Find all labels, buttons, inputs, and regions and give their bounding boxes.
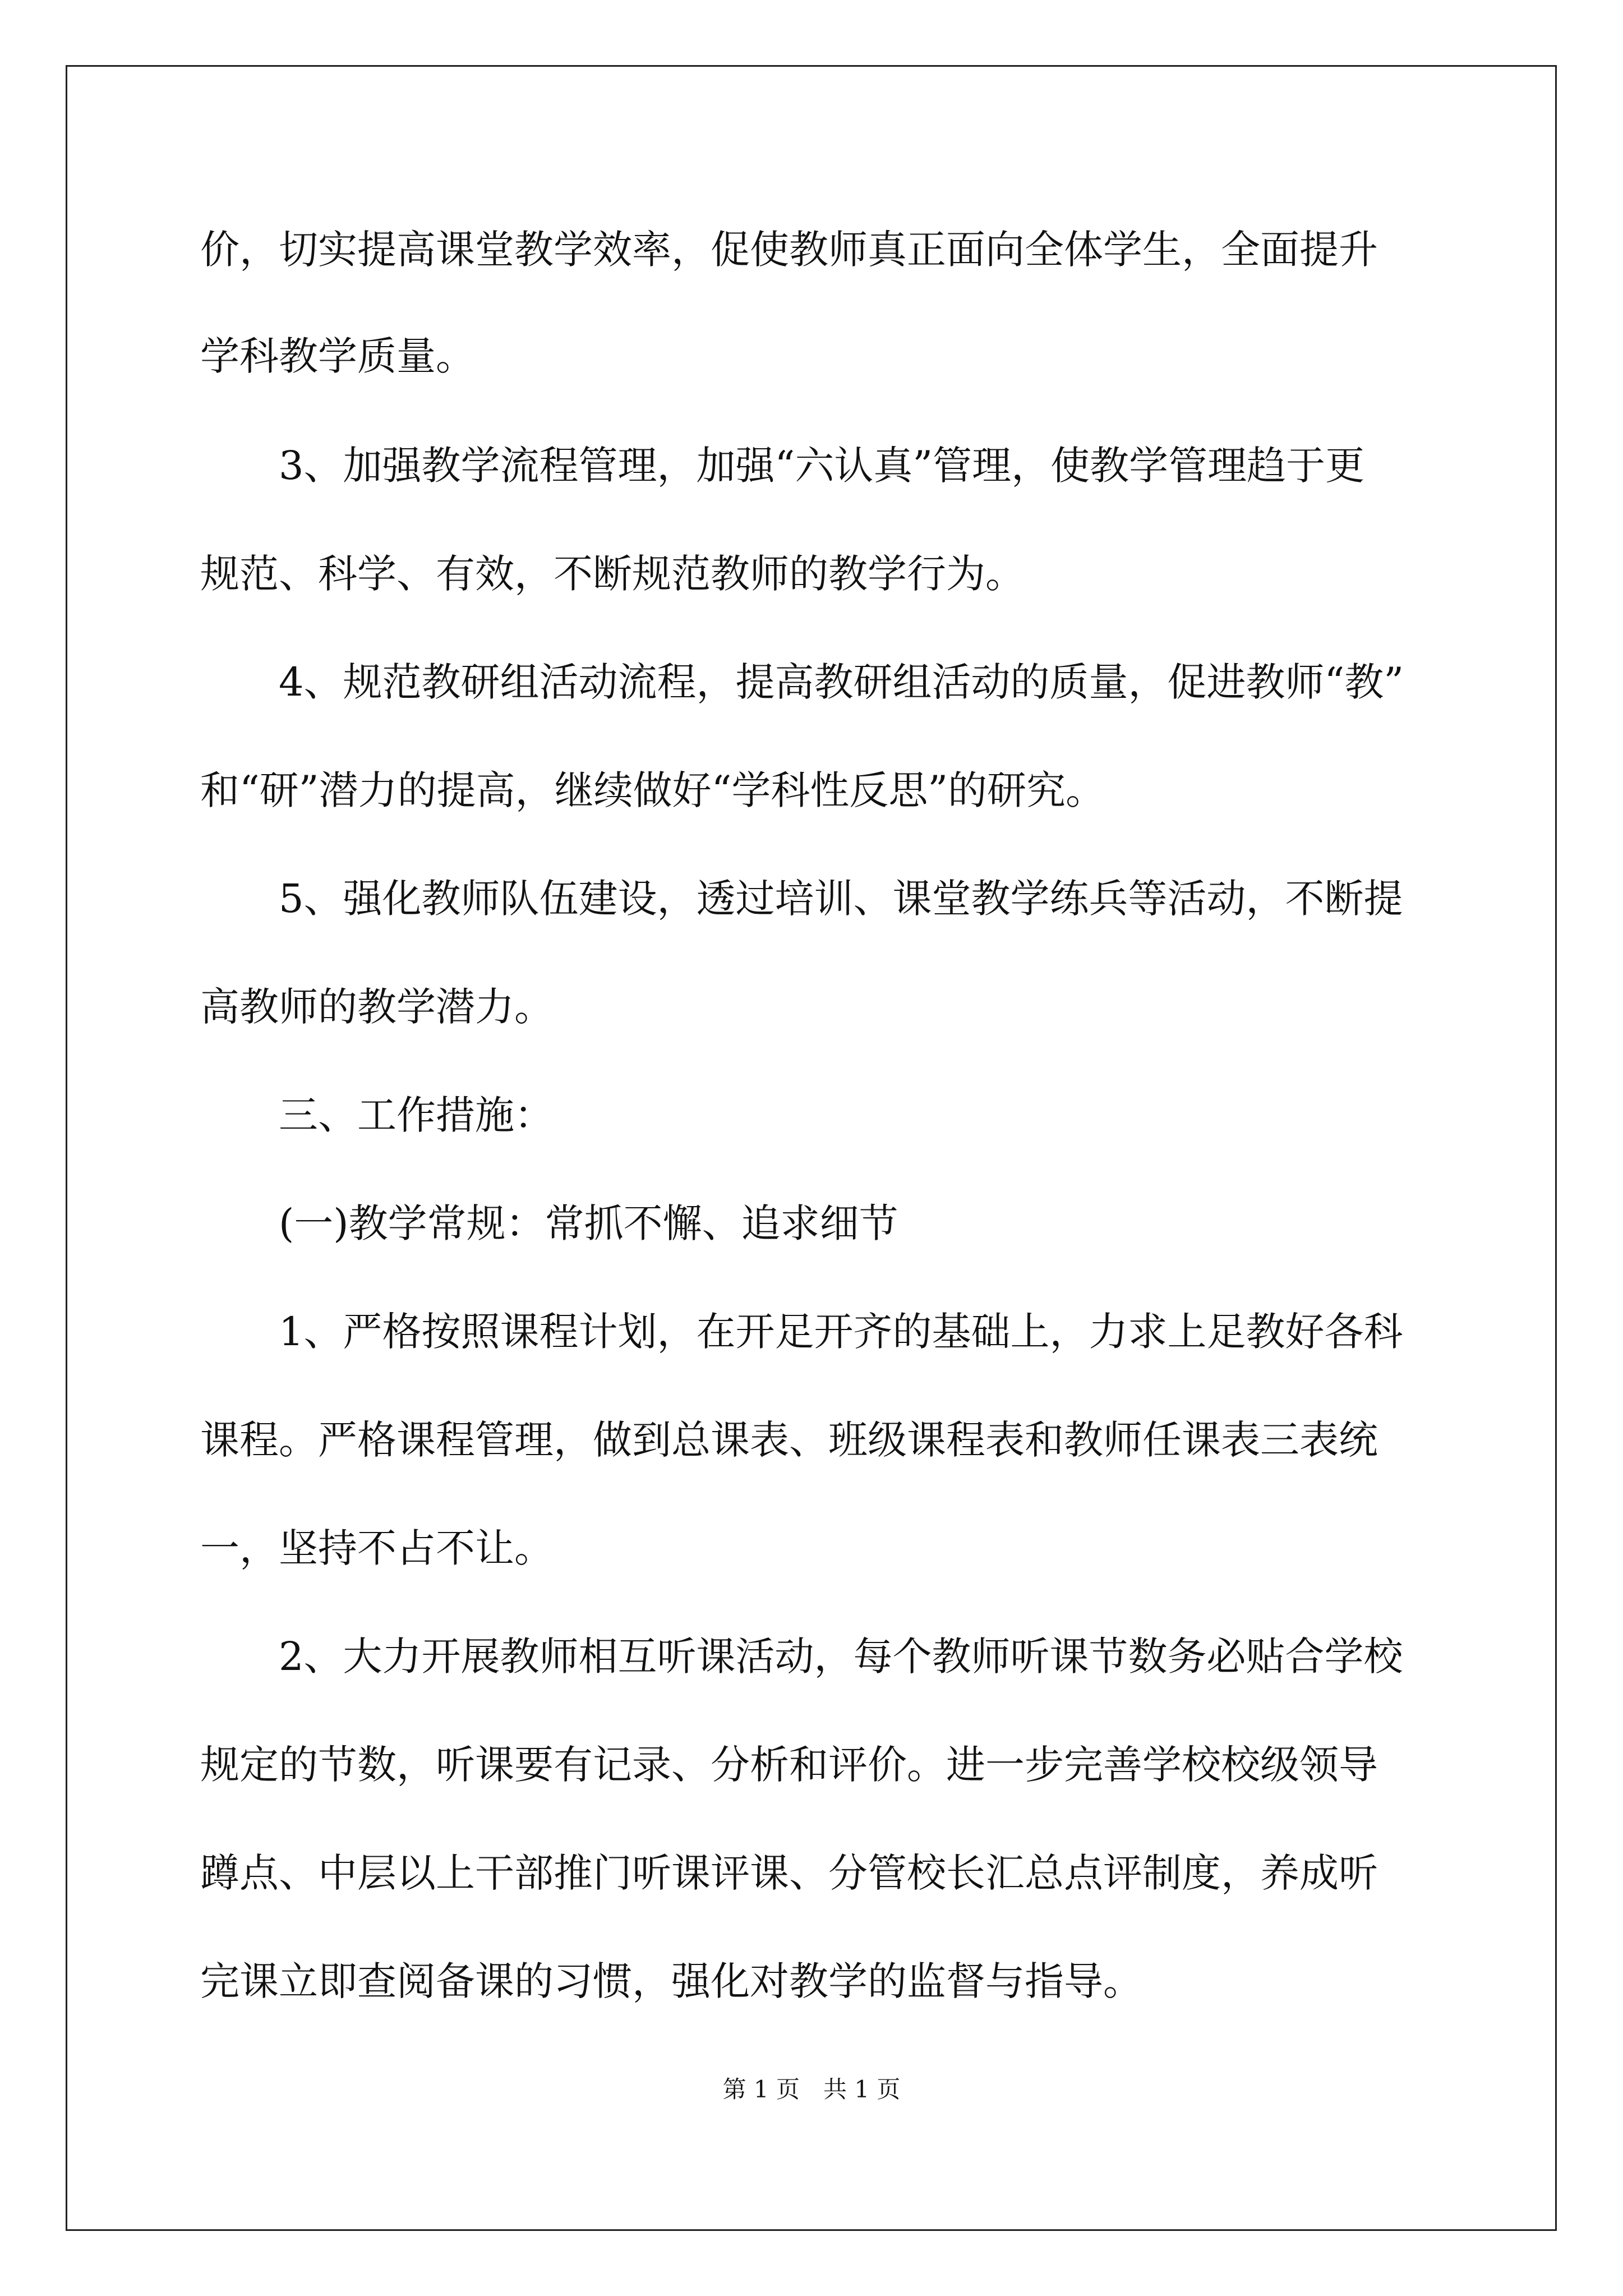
page-border <box>66 65 1557 2231</box>
text-line: 完课立即查阅备课的习惯，强化对教学的监督与指导。 <box>200 1958 1142 2004</box>
text-line: 价，切实提高课堂教学效率，促使教师真正面向全体学生，全面提升 <box>200 227 1378 273</box>
text-line: 3、加强教学流程管理，加强“六认真”管理，使教学管理趋于更 <box>200 443 1365 489</box>
text-line: 和“研”潜力的提高，继续做好“学科性反思”的研究。 <box>200 767 1105 813</box>
page-footer: 第 1 页 共 1 页 <box>722 2076 901 2103</box>
subsection-heading: (一)教学常规：常抓不懈、追求细节 <box>200 1200 898 1246</box>
text-line: 1、严格按照课程计划，在开足开齐的基础上，力求上足教好各科 <box>200 1309 1403 1355</box>
text-line: 5、强化教师队伍建设，透过培训、课堂教学练兵等活动，不断提 <box>200 876 1403 922</box>
text-line: 规定的节数，听课要有记录、分析和评价。进一步完善学校校级领导 <box>200 1742 1378 1788</box>
section-heading: 三、工作措施： <box>200 1092 554 1138</box>
text-line: 课程。严格课程管理，做到总课表、班级课程表和教师任课表三表统 <box>200 1417 1378 1463</box>
text-line: 一，坚持不占不让。 <box>200 1525 554 1571</box>
text-line: 规范、科学、有效，不断规范教师的教学行为。 <box>200 551 1025 597</box>
text-line: 4、规范教研组活动流程，提高教研组活动的质量，促进教师“教” <box>200 659 1404 705</box>
text-line: 蹲点、中层以上干部推门听课评课、分管校长汇总点评制度，养成听 <box>200 1850 1378 1896</box>
text-line: 高教师的教学潜力。 <box>200 984 554 1030</box>
text-line: 2、大力开展教师相互听课活动，每个教师听课节数务必贴合学校 <box>200 1634 1403 1680</box>
text-line: 学科教学质量。 <box>200 333 475 379</box>
